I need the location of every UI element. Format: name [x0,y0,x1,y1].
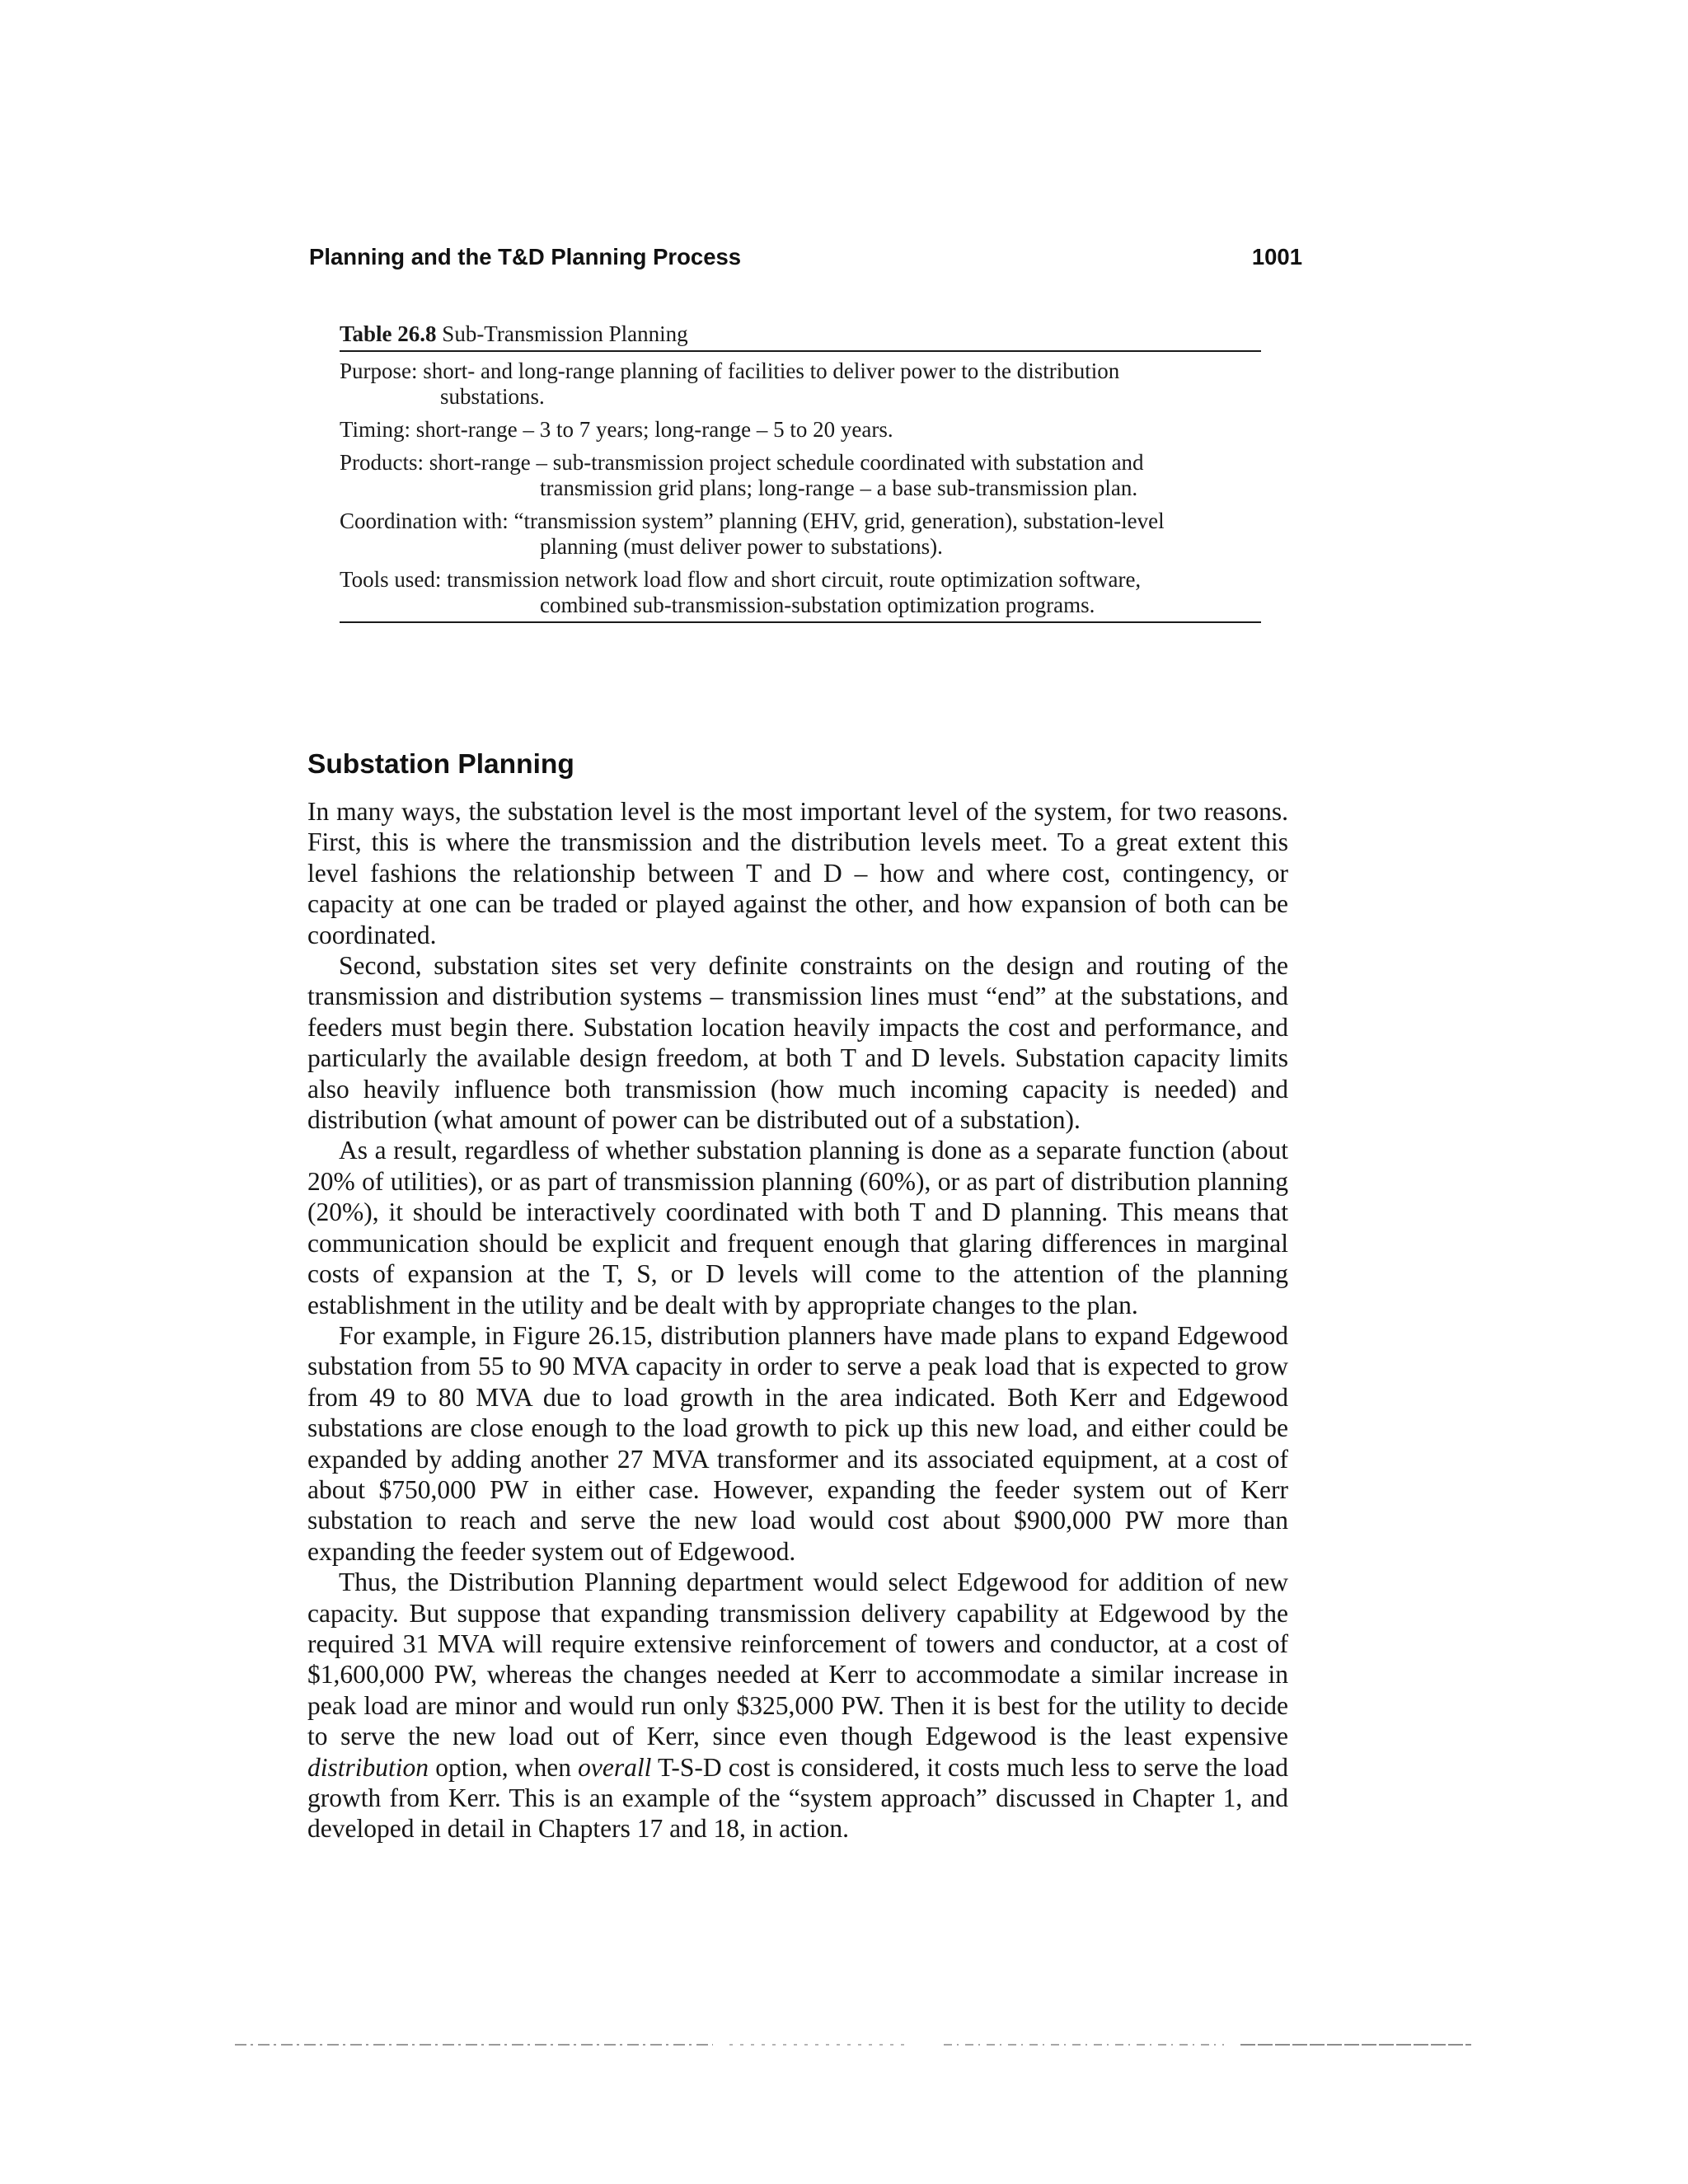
section-heading: Substation Planning [307,749,574,780]
paragraph [307,1567,1288,1844]
table-row-purpose [340,359,1261,410]
paragraph-text: option, when [429,1752,579,1782]
table-number: Table 26.8 [340,321,437,346]
table-row-continuation: combined sub-transmission-substation optimization programs. [540,593,1095,617]
paragraph: Second, substation sites set very definite constraints on the design and routing of the transmission and distribution systems – transmission lines must “end” at the substations, and feeders must begin there. Substation location heavily impacts the cost and performance, and particularly the available design freedom, at both T and D levels. Substation capacity limits also heavily influence both transmission (how much incoming capacity is needed) and distribution (what amount of power can be distributed out of a substation). [307,951,1288,1135]
table-row-text: Coordination with: “transmission system” planning (EHV, grid, generation), substation-level [340,509,1165,533]
table-row-text: Purpose: short- and long-range planning of facilities to deliver power to the distribution [340,359,1120,383]
table-row-text: Tools used: transmission network load flow and short circuit, route optimization software, [340,567,1142,592]
paragraph: In many ways, the substation level is the most important level of the system, for two reasons. First, this is where the transmission and the distribution levels meet. To a great extent this level fashions the relationship between T and D – how and where cost, contingency, or capacity at one can be traded or played against the other, and how expansion of both can be coordinated. [307,797,1288,949]
paragraph: As a result, regardless of whether substation planning is done as a separate function (about 20% of utilities), or as part of transmission planning (60%), or as part of distribution planning (20%), it should be interactively coordinated with both T and D planning. This means that communication should be explicit and frequent enough that glaring differences in marginal costs of expansion at the T, S, or D levels will come to the attention of the planning establishment in the utility and be dealt with by appropriate changes to the plan. [307,1136,1288,1319]
table-row-text: Products: short-range – sub-transmission project schedule coordinated with substation and [340,450,1144,475]
table-row-timing [340,417,1261,443]
section-body [307,796,1288,1844]
table-row-coordination [340,509,1261,560]
paragraph-text: T-S-D cost is considered, it costs much less to serve the load growth from Kerr. This is an example of the “system approach” discussed in Chapter 1, and developed in detail in Chapters 17 and 18, in action. [307,1752,1289,1844]
table-row-continuation: planning (must deliver power to substations). [540,534,943,559]
table-caption [340,321,1261,352]
table-title: Sub-Transmission Planning [442,321,688,346]
table-row-continuation: substations. [440,384,545,409]
emphasis-text: distribution [307,1752,429,1782]
page-number: 1001 [1251,244,1302,269]
table-26-8 [340,321,1261,623]
scan-artifact-line [235,2042,1471,2047]
paragraph: For example, in Figure 26.15, distribution planners have made plans to expand Edgewood substation from 55 to 90 MVA capacity in order to serve a peak load that is expected to grow from 49 to 80 MVA due to load growth in the area indicated. Both Kerr and Edgewood substations are close enough to the load growth to pick up this new load, and either could be expanded by adding another 27 MVA transformer and its associated equipment, at a cost of about $750,000 PW in either case. However, expanding the feeder system out of Kerr substation to reach and serve the new load would cost about $900,000 PW more than expanding the feeder system out of Edgewood. [307,1320,1288,1566]
chapter-title: Planning and the T&D Planning Process [309,244,742,269]
emphasis-text: overall [578,1752,652,1782]
table-row-tools [340,567,1261,623]
table-row-text: Timing: short-range – 3 to 7 years; long-range – 5 to 20 years. [340,417,893,442]
running-header [309,241,1302,274]
table-row-products [340,450,1261,501]
table-row-continuation: transmission grid plans; long-range – a base sub-transmission plan. [540,476,1138,500]
paragraph-text: Thus, the Distribution Planning department would select Edgewood for addition of new capacity. But suppose that expanding transmission delivery capability at Edgewood by the required 31 MVA will require extensive reinforcement of towers and conductor, at a cost of $1,600,000 PW, whereas the changes needed at Kerr to accommodate a similar increase in peak load are minor and would run only $325,000 PW. Then it is best for the utility to decide to serve the new load out of Kerr, since even though Edgewood is the least expensive [307,1568,1288,1751]
